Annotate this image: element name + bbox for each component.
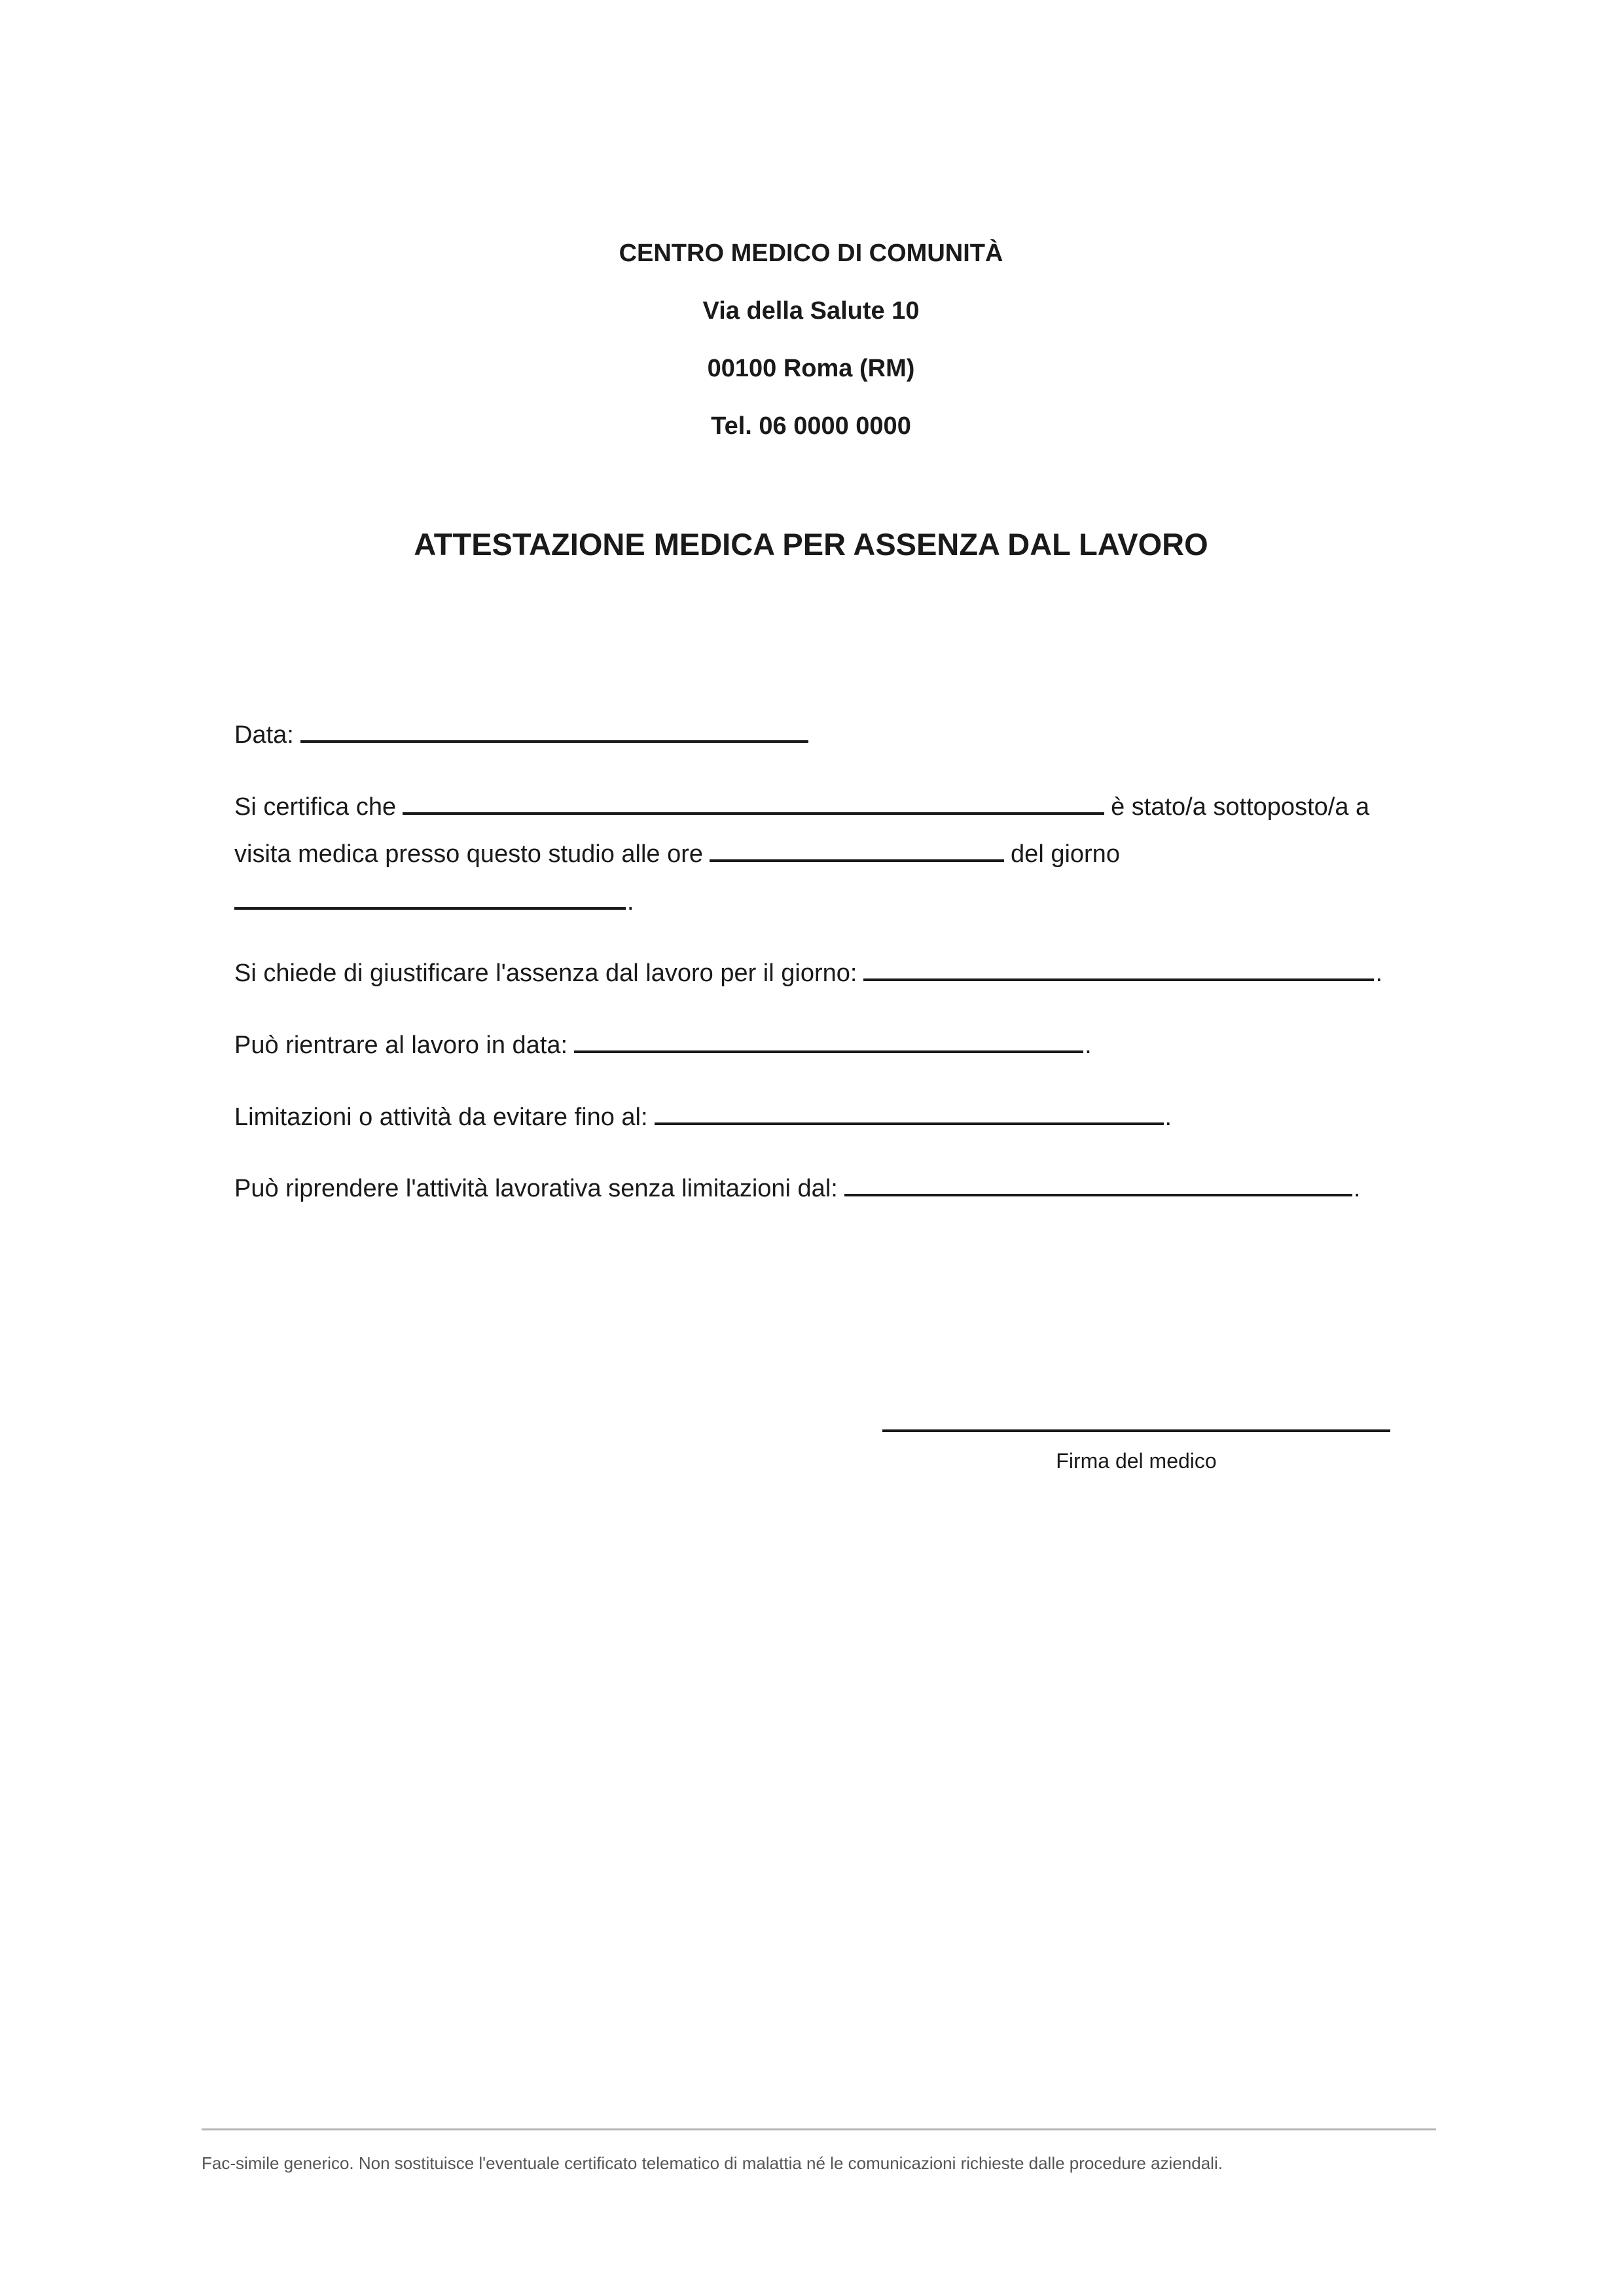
date-row	[234, 718, 815, 751]
institution-name: CENTRO MEDICO DI COMUNITÀ	[619, 240, 1003, 267]
institution-address: Via della Salute 10	[702, 297, 920, 325]
resume-row	[234, 1172, 1360, 1204]
limits-row	[234, 1100, 1172, 1133]
resume-label: Può riprendere l'attività lavorativa senza limitazioni dal:	[234, 1175, 838, 1202]
date-field[interactable]	[300, 718, 808, 743]
absence-label: Si chiede di giustificare l'assenza dal lavoro per il giorno:	[234, 960, 857, 987]
limits-date-field[interactable]	[655, 1100, 1164, 1125]
return-row	[234, 1028, 1092, 1061]
certify-suffix: è stato/a sottoposto/a a	[1111, 793, 1370, 821]
resume-period: .	[1353, 1175, 1361, 1202]
patient-name-field[interactable]	[403, 790, 1104, 815]
footer-divider	[202, 2128, 1436, 2130]
visit-day-period: .	[627, 888, 634, 916]
absence-row	[234, 956, 1382, 989]
visit-time-field[interactable]	[710, 837, 1004, 862]
certify-row	[234, 790, 1369, 823]
return-label: Può rientrare al lavoro in data:	[234, 1031, 568, 1059]
visit-suffix: del giorno	[1011, 840, 1120, 868]
resume-date-field[interactable]	[844, 1172, 1352, 1196]
signature-caption: Firma del medico	[1056, 1449, 1217, 1473]
visit-day-row	[234, 885, 634, 918]
visit-prefix: visita medica presso questo studio alle ore	[234, 840, 704, 868]
return-period: .	[1085, 1031, 1092, 1059]
footer-note: Fac-simile generico. Non sostituisce l'eventuale certificato telematico di malattia né le comunicazioni richieste dalle procedure aziendali.	[202, 2153, 1223, 2173]
date-label: Data:	[234, 721, 294, 749]
visit-day-field[interactable]	[234, 885, 626, 910]
signature-line[interactable]	[882, 1429, 1390, 1432]
absence-period: .	[1375, 960, 1382, 987]
certify-prefix: Si certifica che	[234, 793, 397, 821]
document-title: ATTESTAZIONE MEDICA PER ASSENZA DAL LAVORO	[414, 527, 1208, 562]
return-date-field[interactable]	[574, 1028, 1083, 1053]
institution-phone: Tel. 06 0000 0000	[711, 412, 911, 440]
limits-period: .	[1164, 1103, 1172, 1131]
limits-label: Limitazioni o attività da evitare fino al:	[234, 1103, 648, 1131]
absence-day-field[interactable]	[863, 956, 1374, 981]
institution-city: 00100 Roma (RM)	[707, 355, 915, 382]
visit-row	[234, 837, 1120, 870]
